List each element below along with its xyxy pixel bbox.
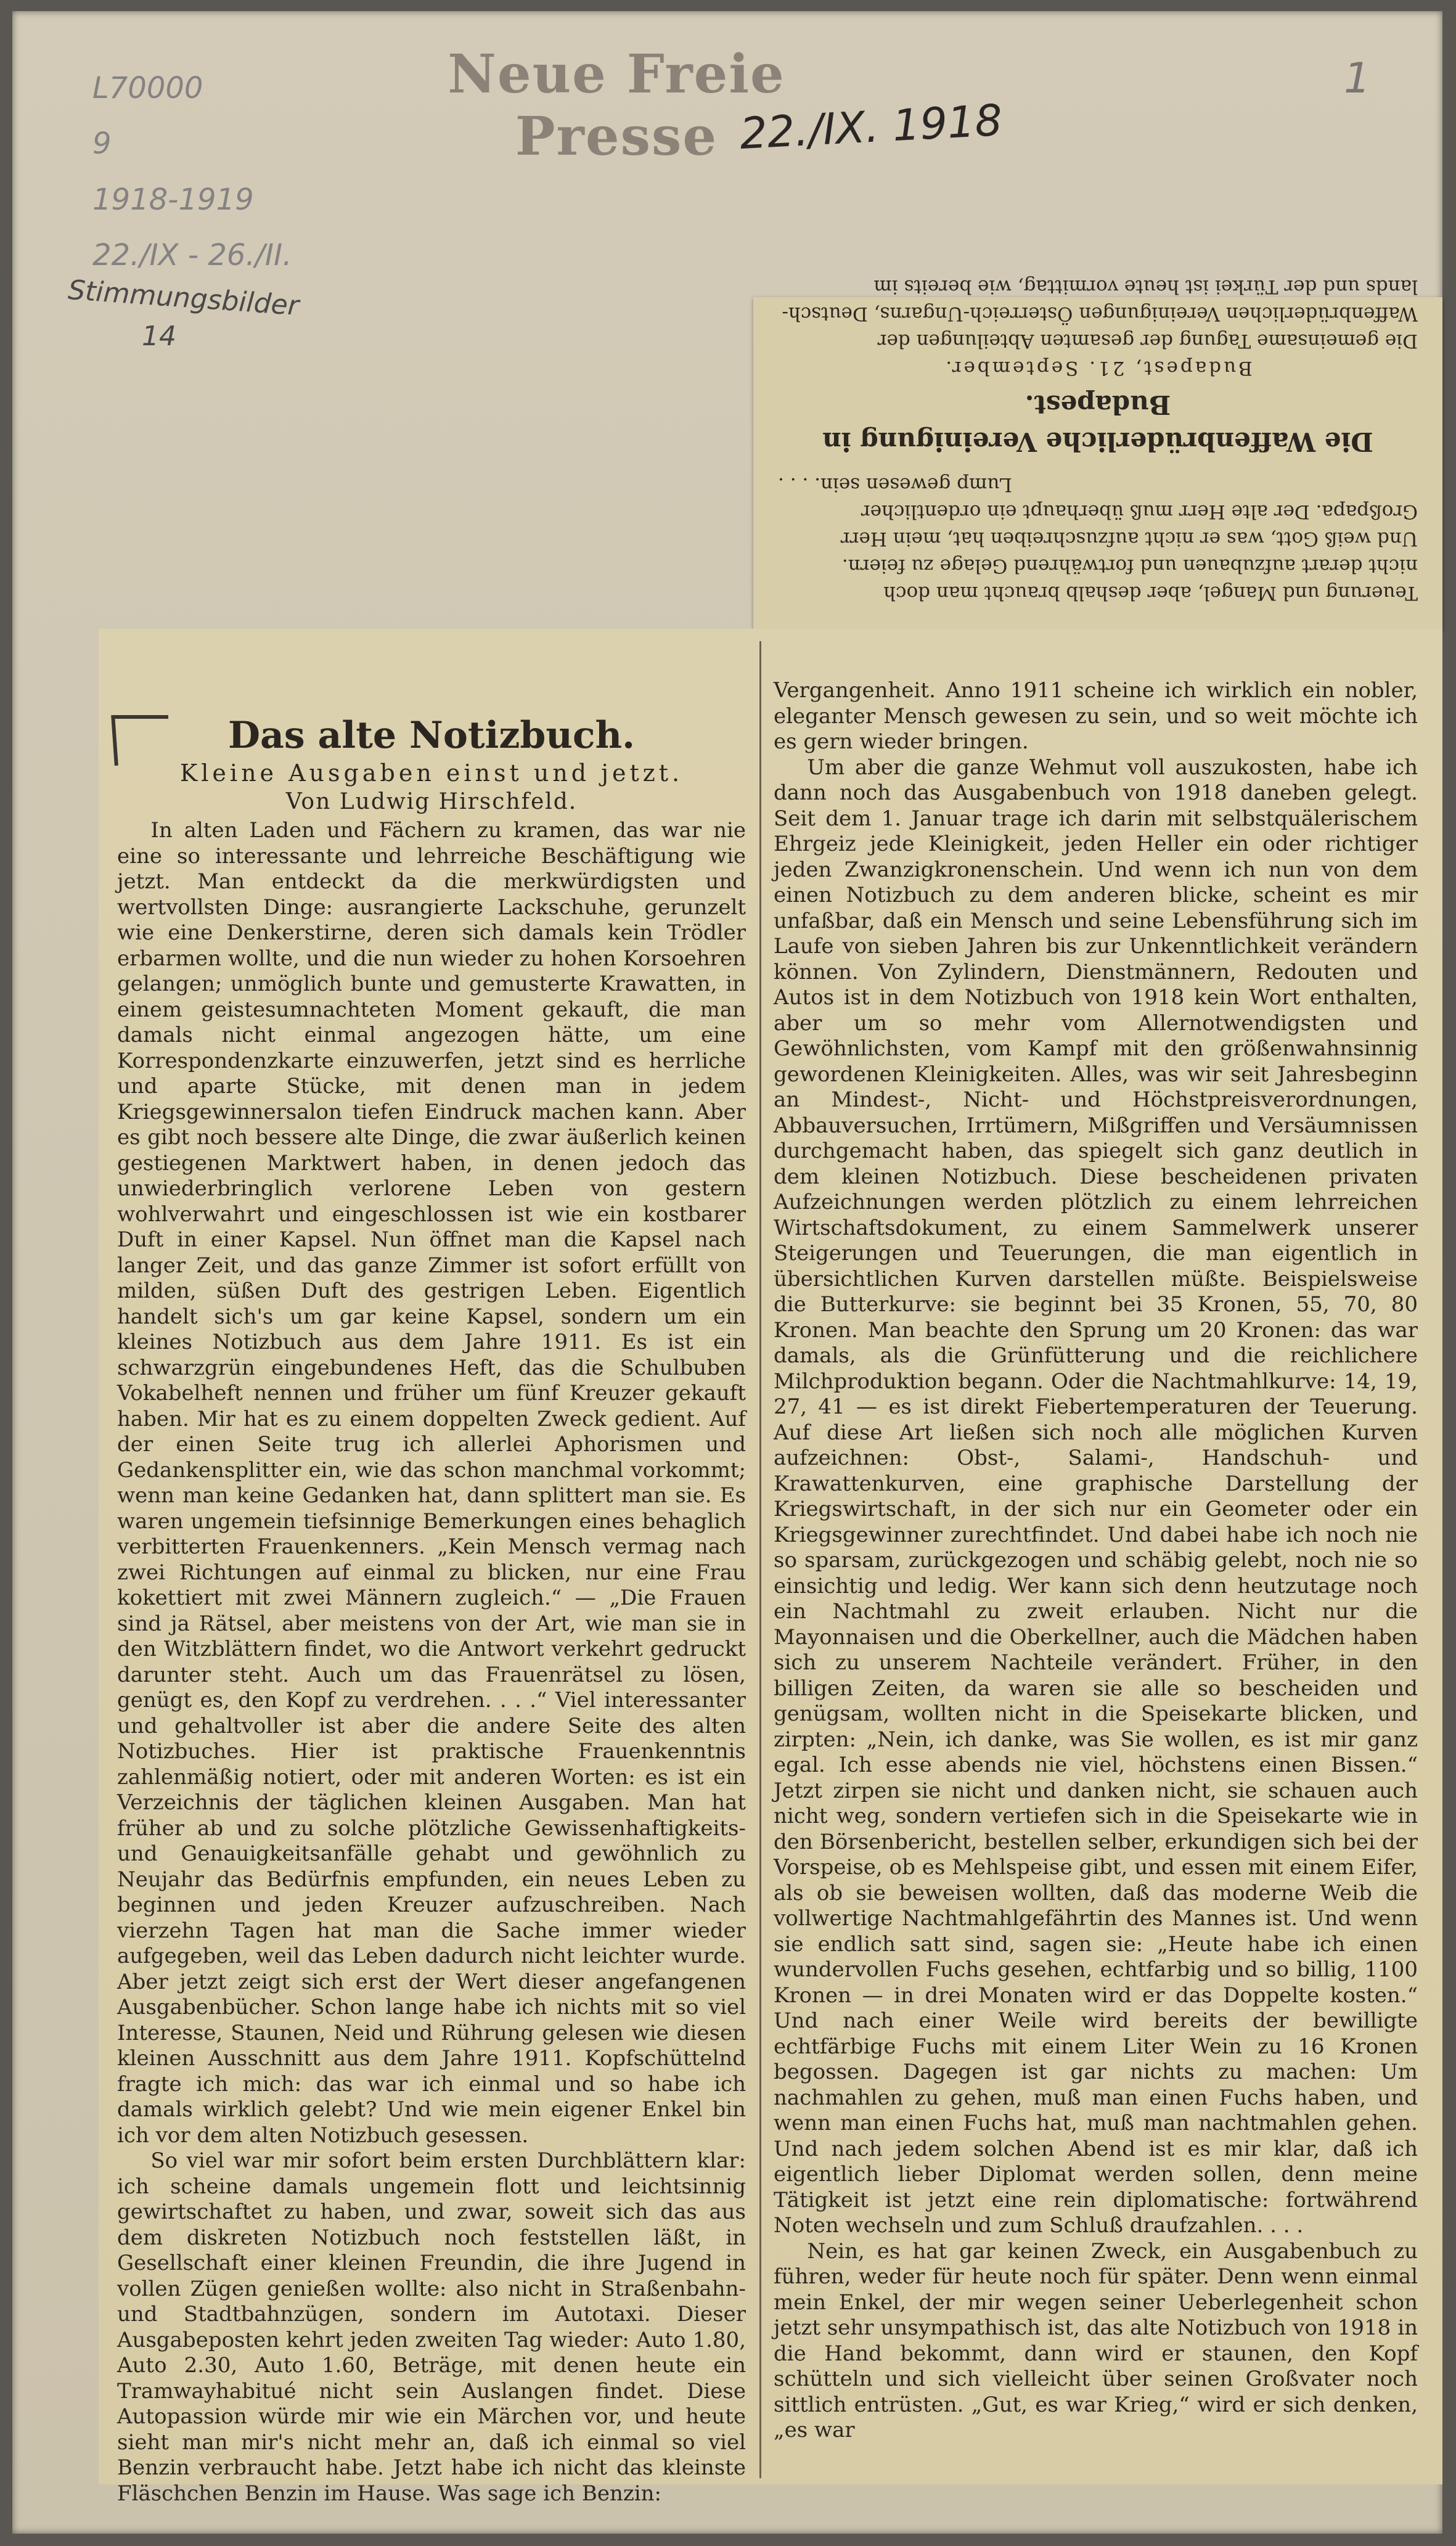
clipping-line: Waffenbrüderlichen Vereinigungen Österreich-Ungarns, Deutsch- (782, 302, 1418, 325)
article-left-column (117, 708, 746, 2506)
archive-notes (92, 73, 292, 296)
clipping-title: Die Waffenbrüderliche Vereinigung in Budapest. (822, 390, 1373, 457)
column-rule (759, 641, 761, 2478)
article-paragraph: Vergangenheit. Anno 1911 scheine ich wirklich ein nobler, eleganter Mensch gewesen zu sein, und so weit möchte ich es gern wieder bringen. (774, 678, 1418, 754)
clipping-line: lands und der Türkei ist heute vormittag, wie bereits im (873, 275, 1418, 298)
archive-note-line: L70000 (92, 71, 203, 105)
newspaper-masthead: Neue Freie Presse (448, 43, 785, 168)
article-paragraph: So viel war mir sofort beim ersten Durchblättern klar: ich scheine damals ungemein flott und leichtsinnig gewirtschaftet zu haben, und zwar, soweit sich das aus dem diskreten Notizbuch noch feststellen läßt, in Gesellschaft einer kleinen Freundin, die ihre Jugend in vollen Zügen genießen wollte: also nicht in Straßenbahn- und Stadtbahnzügen, sondern im Autotaxi. Dieser Ausgabeposten kehrt jeden zweiten Tag wieder: Auto 1.80, Auto 2.30, Auto 1.60, Beträge, mit denen heute ein Tramwayhabitué nicht sein Auslangen findet. Diese Autopassion würde mir wie ein Märchen vor, und heute sieht man mir's nicht mehr an, daß ich einmal so viel Benzin verbraucht habe. Jetzt habe ich nicht das kleinste Fläschchen Benzin im Hause. Was sage ich Benzin: (117, 2148, 746, 2506)
handwritten-page-number: 1 (1344, 54, 1371, 103)
article-subtitle: Kleine Ausgaben einst und jetzt. (179, 759, 684, 787)
clipping-line: Und weiß Gott, was er nicht aufzuschreiben hat, mein Herr (840, 527, 1418, 550)
article-byline: Von Ludwig Hirschfeld. (285, 788, 578, 814)
handwritten-date: 22./IX. 1918 (738, 94, 1004, 160)
handwritten-category: Stimmungsbilder (67, 274, 300, 322)
article-title: Das alte Notizbuch. (227, 714, 636, 757)
archive-note-line: 22./IX - 26./II. (92, 238, 292, 273)
clipping-line: Großpapa. Der alte Herr muß überhaupt ein ordentlicher (861, 500, 1418, 523)
clipping-line: Die gemeinsame Tagung der gesamten Abteilungen der (877, 329, 1418, 352)
handwritten-category-number: 14 (142, 321, 176, 352)
article-paragraph: Um aber die ganze Wehmut voll auszukosten, habe ich dann noch das Ausgabenbuch von 1918 daneben gelegt. Seit dem 1. Januar trage ich darin mit selbstquälerischem Ehrgeiz jede Kleinigkeit, jeden Heller ein oder richtiger jeden Zwanzigkronenschein. Und wenn ich nun von dem einen Notizbuch zu dem anderen blicke, scheint es mir unfaßbar, daß ein Mensch und seine Lebensführung sich im Laufe von sieben Jahren bis zur Unkenntlichkeit verändern können. Von Zylindern, Dienstmännern, Redouten und Autos ist in dem Notizbuch von 1918 kein Wort enthalten, aber um so mehr vom Allernotwendigsten und Gewöhnlichsten, vom Kampf mit den größenwahnsinnig gewordenen Kleinigkeiten. Alles, was wir seit Jahresbeginn an Mindest-, Nicht- und Höchstpreisverordnungen, Abbauversuchen, Irrtümern, Mißgriffen und Versäumnissen durchgemacht haben, das spiegelt sich ganz deutlich in dem kleinen Notizbuch. Diese bescheidenen privaten Aufzeichnungen werden plötzlich zu einem lehrreichen Wirtschaftsdokument, zu einem Sammelwerk unserer Steigerungen und Teuerungen, die man eigentlich in übersichtlichen Kurven darstellen müßte. Beispielsweise die Butterkurve: sie beginnt bei 35 Kronen, 55, 70, 80 Kronen. Man beachte den Sprung um 20 Kronen: das war damals, als die Grünfütterung und die reichlichere Milchproduktion begann. Oder die Nachtmahlkurve: 14, 19, 27, 41 — es ist direkt Fiebertemperaturen der Teuerung. Auf diese Art ließen sich noch alle möglichen Kurven aufzeichnen: Obst-, Salami-, Handschuh- und Krawattenkurven, eine graphische Darstellung der Kriegswirtschaft, in der sich nur ein Geometer oder ein Kriegsgewinner zurechtfindet. Und dabei habe ich noch nie so sparsam, zurückgezogen und schäbig gelebt, noch nie so einsichtig und ledig. Wer kann sich denn heutzutage noch ein Nachtmahl zu zweit erlauben. Nicht nur die Mayonnaisen und die Oberkellner, auch die Mädchen haben sich zu unserem Nachteile verändert. Früher, in den billigen Zeiten, da waren sie alle so bescheiden und genügsam, wollten nicht in die Speisekarte blicken, und zirpten: „Nein, ich danke, was Sie wollen, es ist mir ganz egal. Ich esse abends nie viel, höchstens einen Bissen.“ Jetzt zirpen sie nicht und danken nicht, sie schauen auch nicht weg, sondern vertiefen sich in die Speisekarte wie in den Börsenbericht, bestellen selber, erkundigen sich bei der Vorspeise, ob es Mehlspeise gibt, und essen mit einem Eifer, als ob sie beweisen wollten, daß das moderne Weib die vollwertige Nachtmahlgefährtin des Mannes ist. Und wenn sie endlich satt sind, sagen sie: „Heute habe ich einen wundervollen Fuchs gesehen, echtfarbig und so billig, 1100 Kronen — in drei Monaten wird er das Doppelte kosten.“ Und nach einer Weile wird bereits der bewilligte echtfärbige Fuchs mit einem Liter Wein zu 16 Kronen begossen. Dagegen ist gar nichts zu machen: Um nachmahlen zu gehen, muß man einen Fuchs haben, und wenn man einen Fuchs hat, muß man nachtmahlen gehen. Und nach jedem solchen Abend ist es mir klar, daß ich eigentlich lieber Diplomat werden sollen, denn meine Tätigkeit ist jetzt eine rein diplomatische: fortwährend Noten wechseln und zum Schluß draufzahlen. . . . (774, 755, 1418, 2238)
article-paragraph: Nein, es hat gar keinen Zweck, ein Ausgabenbuch zu führen, weder für heute noch für später. Denn wenn einmal mein Enkel, der mir wegen seiner Ueberlegenheit schon jetzt sehr unsympathisch ist, das alte Notizbuch von 1918 in die Hand bekommt, dann wird er staunen, den Kopf schütteln und sich vielleicht über seinen Großvater noch sittlich entrüsten. „Gut, es war Krieg,“ wird er sich denken, „es war (774, 2238, 1418, 2442)
article-right-column (774, 678, 1418, 2478)
archive-note-line: 1918-1919 (92, 182, 254, 217)
upside-down-clipping (753, 275, 1442, 630)
article-paragraph: In alten Laden und Fächern zu kramen, das war nie eine so interessante und lehrreiche Beschäftigung wie jetzt. Man entdeckt da die merkwürdigsten und wertvollsten Dinge: ausrangierte Lackschuhe, gerunzelt wie eine Denkerstirne, deren sich damals kein Trödler erbarmen wollte, und die nun wieder zu hohen Korsoehren gelangen; unmöglich bunte und gemusterte Krawatten, in einem geistesumnachteten Moment gekauft, die man damals nicht einmal angezogen hätte, um eine Korrespondenzkarte einzuwerfen, jetzt sind es herrliche und aparte Stücke, mit denen man in jedem Kriegsgewinnersalon tiefen Eindruck machen kann. Aber es gibt noch bessere alte Dinge, die zwar äußerlich keinen gestiegenen Marktwert haben, in denen jedoch das unwiederbringlich verlorene Leben von gestern wohlverwahrt und eingeschlossen ist wie ein kostbarer Duft in einer Kapsel. Nun öffnet man die Kapsel nach langer Zeit, und das ganze Zimmer ist sofort erfüllt von milden, süßen Duft des gestrigen Leben. Eigentlich handelt sich's um gar keine Kapsel, sondern um ein kleines Notizbuch aus dem Jahre 1911. Es ist ein schwarzgrün eingebundenes Heft, das die Schulbuben Vokabelheft nennen und früher um fünf Kreuzer gekauft haben. Mir hat es zu einem doppelten Zweck gedient. Auf der einen Seite trug ich allerlei Aphorismen und Gedankensplitter ein, wie das schon manchmal vorkommt; wenn man keine Gedanken hat, dann splittert man sie. Es waren ungemein tiefsinnige Bemerkungen eines behaglich verbitterten Frauenkenners. „Kein Mensch vermag nach zwei Richtungen auf einmal zu blicken, nur eine Frau kokettiert mit zwei Männern zugleich.“ — „Die Frauen sind ja Rätsel, aber meistens von der Art, wie man sie in den Witzblättern findet, wo die Antwort verkehrt gedruckt darunter steht. Auch um das Frauenrätsel zu lösen, genügt es, den Kopf zu verdrehen. . . .“ Viel interessanter und gehaltvoller ist aber die andere Seite des alten Notizbuches. Hier ist praktische Frauenkenntnis zahlenmäßig notiert, oder mit anderen Worten: es ist ein Verzeichnis der täglichen kleinen Ausgaben. Man hat früher ab und zu solche plötzliche Gewissenhaftigkeits- und Genauigkeitsanfälle gehabt und gewöhnlich zu Neujahr das Bedürfnis empfunden, ein neues Leben zu beginnen und jeden Kreuzer aufzuschreiben. Nach vierzehn Tagen hat man die Sache immer wieder aufgegeben, weil das Leben dadurch nicht leichter wurde. Aber jetzt zeigt sich erst der Wert dieser angefangenen Ausgabenbücher. Schon lange habe ich nichts mit so viel Interesse, Staunen, Neid und Rührung gelesen wie diesen kleinen Ausschnitt aus dem Jahre 1911. Kopfschüttelnd fragte ich mich: das war ich einmal und so habe ich damals wirklich gelebt? Und wie mein eigener Enkel bin ich vor dem alten Notizbuch gesessen. (117, 818, 746, 2148)
clipping-line: Teuerung und Mangel, aber deshalb braucht man doch (883, 582, 1418, 604)
archive-note-line: 9 (92, 126, 112, 162)
clipping-line: Lump gewesen sein. . . . (778, 473, 1012, 496)
clipping-line: nicht derart aufzubauen und fortwährend Gelage zu feiern. (841, 554, 1418, 577)
clipping-dateline: Budapest, 21. September. (943, 356, 1253, 379)
